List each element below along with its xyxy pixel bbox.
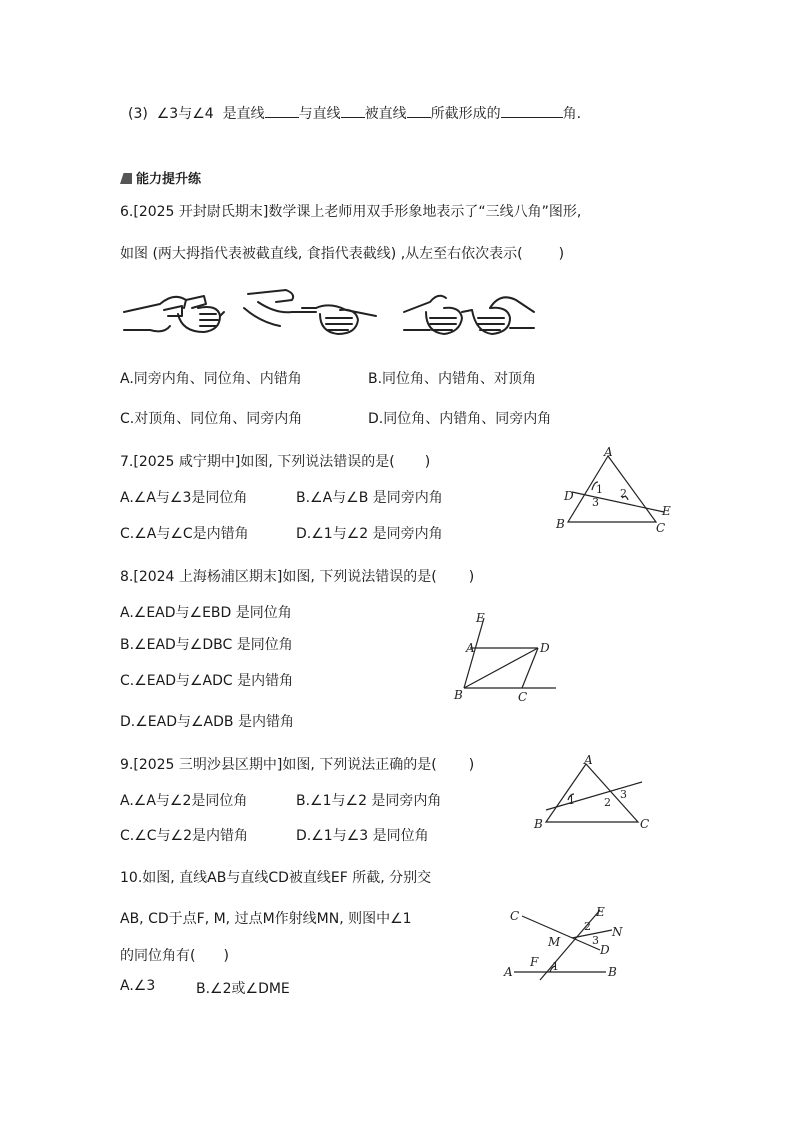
q8-option-b[interactable]: B.∠EAD与∠DBC 是同位角: [120, 637, 293, 653]
q5-part3-number: (3): [128, 106, 148, 122]
q7-option-d[interactable]: D.∠1与∠2 是同旁内角: [296, 526, 443, 542]
q9-option-b[interactable]: B.∠1与∠2 是同旁内角: [296, 793, 442, 809]
q10-option-a[interactable]: A.∠3: [120, 978, 156, 994]
transversal: [546, 782, 642, 810]
angle-1-label: 1: [552, 960, 559, 973]
hand-gesture-1: [124, 296, 224, 332]
pencil-icon: [120, 173, 132, 184]
q7-triangle-figure: [552, 442, 682, 537]
q6-stem-line1: 6.[2025 开封尉氏期末]数学课上老师用双手形象地表示了“三线八角”图形,: [120, 204, 582, 220]
q5-part3-text-f: 角.: [562, 106, 582, 122]
q7-option-b[interactable]: B.∠A与∠B 是同旁内角: [296, 490, 443, 506]
section-title: 能力提升练: [136, 172, 202, 187]
q9-stem: [120, 754, 474, 774]
label-a: A: [466, 641, 475, 655]
blank-1[interactable]: [265, 103, 299, 118]
q7-option-a[interactable]: A.∠A与∠3是同位角: [120, 490, 248, 506]
q6-stem-line2: [120, 243, 564, 263]
q9-option-d[interactable]: D.∠1与∠3 是同位角: [296, 828, 429, 844]
label-f: F: [530, 955, 539, 969]
blank-3[interactable]: [407, 103, 431, 118]
q9-paren-close: ): [468, 757, 475, 773]
q6-paren-close: ): [558, 246, 565, 262]
q9-option-a[interactable]: A.∠A与∠2是同位角: [120, 793, 248, 809]
q9-triangle-figure: [530, 752, 660, 834]
label-b: B: [534, 817, 543, 831]
label-c: C: [518, 690, 528, 704]
q8-option-c[interactable]: C.∠EAD与∠ADC 是内错角: [120, 673, 294, 689]
q10-stem-line2: AB, CD于点F, M, 过点M作射线MN, 则图中∠1: [120, 911, 412, 927]
hand-gesture-2: [244, 290, 376, 334]
angle-1-label: 1: [596, 483, 603, 496]
q10-option-b[interactable]: B.∠2或∠DME: [196, 981, 290, 997]
angle-2-label: 2: [604, 796, 611, 809]
triangle-abc: [568, 456, 656, 522]
label-b: B: [556, 517, 565, 531]
label-e: E: [476, 611, 485, 625]
angle-2-label: 2: [620, 487, 627, 500]
q8-stem: [120, 566, 474, 586]
label-n: N: [612, 925, 623, 939]
label-e: E: [596, 905, 605, 919]
q7-option-c[interactable]: C.∠A与∠C是内错角: [120, 526, 249, 542]
angle-3-label: 3: [592, 934, 599, 947]
q5-part3-angles: ∠3与∠4: [156, 106, 214, 122]
label-a: A: [604, 445, 613, 459]
label-c: C: [656, 521, 666, 535]
angle-1-label: 1: [568, 794, 575, 807]
q5-part3-text-b: 是直线: [222, 106, 265, 122]
q10-stem-text: 的同位角有(: [120, 948, 196, 964]
label-b: B: [608, 965, 617, 979]
q8-option-a[interactable]: A.∠EAD与∠EBD 是同位角: [120, 605, 292, 621]
q6-stem-text: 如图 (两大拇指代表被截直线, 食指代表截线) ,从左至右依次表示(: [120, 246, 523, 262]
q6-option-d[interactable]: D.同位角、内错角、同旁内角: [368, 411, 552, 427]
label-e: E: [662, 504, 671, 518]
q7-stem-text: 7.[2025 咸宁期中]如图, 下列说法错误的是(: [120, 454, 395, 470]
q8-parallelogram-figure: [446, 606, 566, 706]
q5-part3-line: [128, 103, 581, 123]
q9-option-c[interactable]: C.∠C与∠2是内错角: [120, 828, 249, 844]
q6-option-b[interactable]: B.同位角、内错角、对顶角: [368, 371, 537, 387]
label-d: D: [564, 489, 574, 503]
q5-part3-text-e: 所截形成的: [430, 106, 501, 122]
angle-3-label: 3: [592, 496, 599, 509]
label-b: B: [454, 688, 463, 702]
label-a: A: [504, 965, 513, 979]
hands-figure: [120, 282, 540, 342]
q6-option-a[interactable]: A.同旁内角、同位角、内错角: [120, 371, 302, 387]
q8-option-d[interactable]: D.∠EAD与∠ADB 是内错角: [120, 714, 294, 730]
angle-2-label: 2: [584, 920, 591, 933]
q7-stem: [120, 451, 430, 471]
q10-stem-line1: 10.如图, 直线AB与直线CD被直线EF 所截, 分别交: [120, 870, 432, 886]
label-d: D: [540, 641, 550, 655]
blank-4[interactable]: [501, 103, 563, 118]
q7-paren-close: ): [424, 454, 431, 470]
blank-2[interactable]: [341, 103, 365, 118]
section-header: [120, 168, 201, 187]
label-m: M: [548, 935, 561, 949]
hand-gesture-3: [404, 296, 534, 334]
q10-paren-close: ): [223, 948, 229, 964]
q9-stem-text: 9.[2025 三明沙县区期中]如图, 下列说法正确的是(: [120, 757, 437, 773]
angle-3-label: 3: [620, 788, 627, 801]
label-c: C: [510, 909, 520, 923]
label-d: D: [600, 943, 610, 957]
q5-part3-text-c: 与直线: [298, 106, 341, 122]
q8-stem-text: 8.[2024 上海杨浦区期末]如图, 下列说法错误的是(: [120, 569, 437, 585]
label-a: A: [584, 753, 593, 767]
line-bd: [464, 648, 538, 688]
line-de: [572, 492, 664, 512]
q6-option-c[interactable]: C.对顶角、同位角、同旁内角: [120, 411, 303, 427]
line-dc: [522, 648, 538, 688]
label-c: C: [640, 817, 650, 831]
q10-lines-figure: [500, 902, 630, 982]
q8-paren-close: ): [468, 569, 475, 585]
q5-part3-text-d: 被直线: [364, 106, 407, 122]
q10-stem-line3: [120, 945, 229, 965]
